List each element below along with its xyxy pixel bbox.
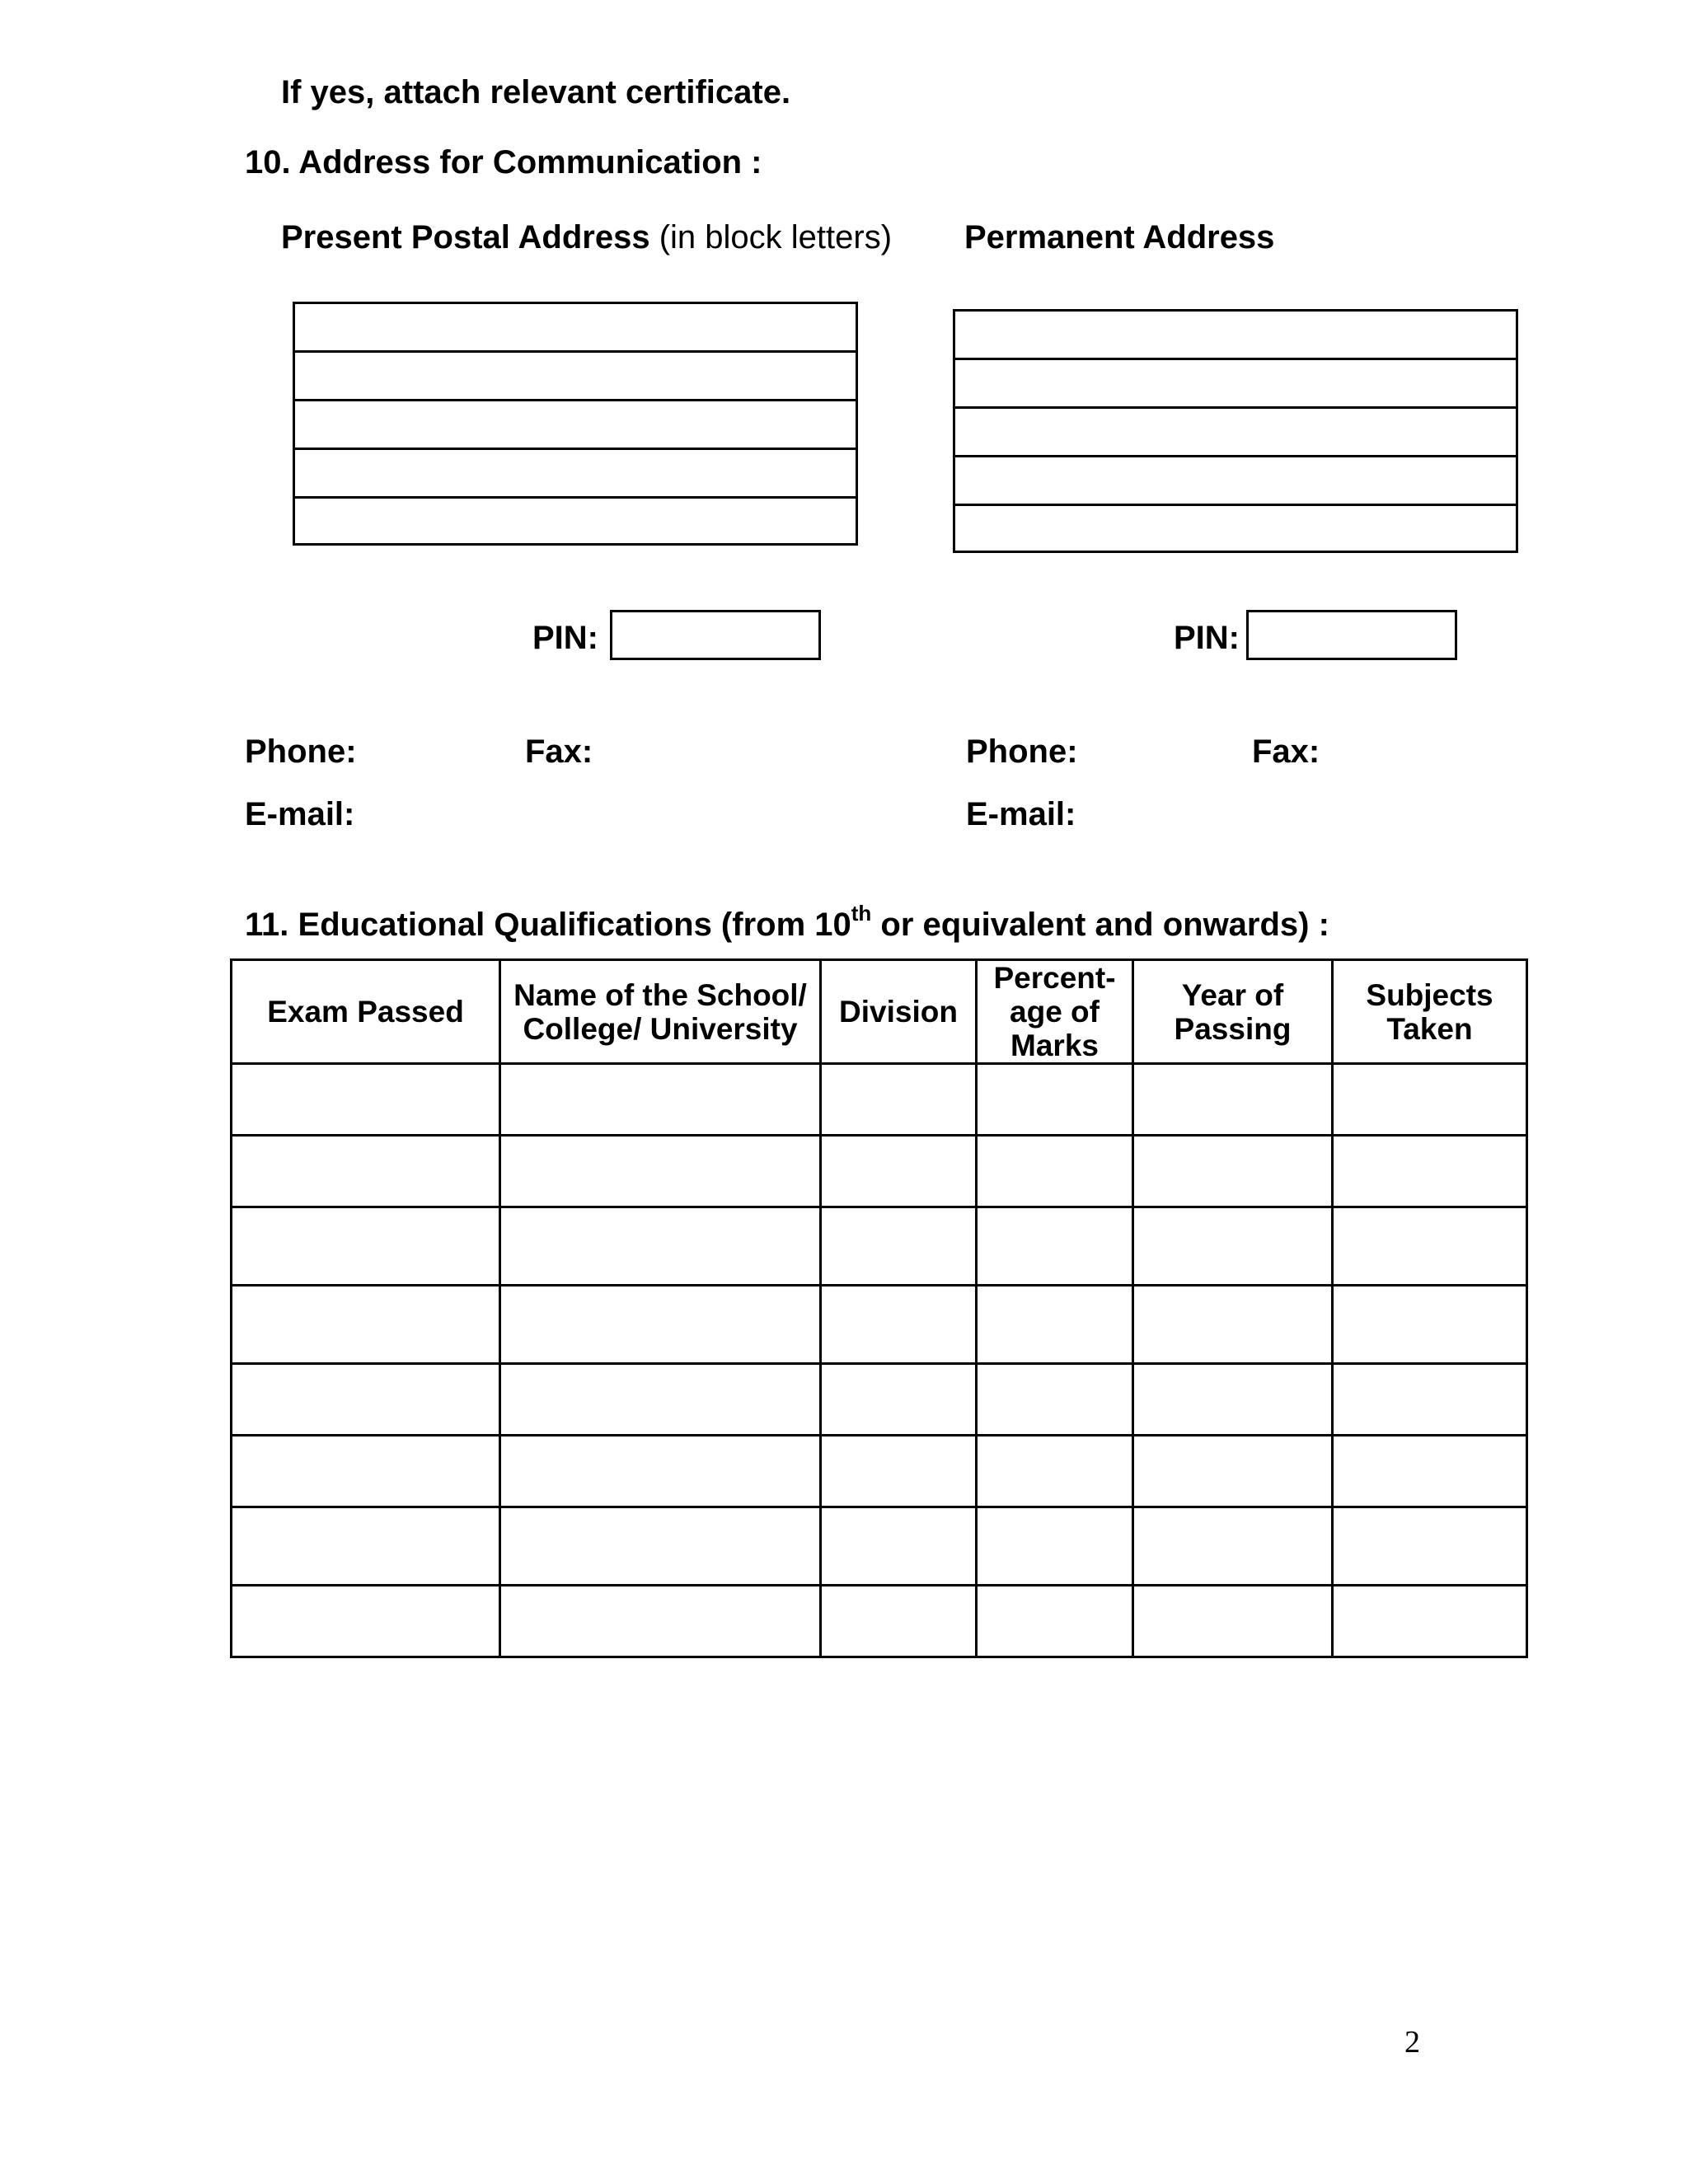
table-cell[interactable] <box>1133 1286 1333 1364</box>
table-row <box>232 1207 1527 1286</box>
table-cell[interactable] <box>1133 1507 1333 1586</box>
column-header-line: Taken <box>1386 1011 1473 1046</box>
present-address-line[interactable] <box>295 304 856 353</box>
column-header-line: age of <box>1010 995 1100 1029</box>
table-row <box>232 1286 1527 1364</box>
section-11-title-main: 11. Educational Qualifications (from 10 <box>245 907 851 943</box>
table-row <box>232 1364 1527 1436</box>
education-table-body <box>232 1064 1527 1657</box>
table-cell[interactable] <box>977 1064 1133 1136</box>
table-cell[interactable] <box>821 1286 977 1364</box>
table-cell[interactable] <box>500 1286 821 1364</box>
table-cell[interactable] <box>1333 1507 1527 1586</box>
table-cell[interactable] <box>500 1136 821 1207</box>
table-cell[interactable] <box>1333 1436 1527 1507</box>
table-cell[interactable] <box>1333 1364 1527 1436</box>
present-phone-label: Phone: <box>245 733 357 770</box>
permanent-address-line[interactable] <box>955 506 1516 555</box>
table-cell[interactable] <box>977 1586 1133 1657</box>
table-row <box>232 1586 1527 1657</box>
table-cell[interactable] <box>821 1586 977 1657</box>
table-cell[interactable] <box>232 1364 500 1436</box>
table-cell[interactable] <box>232 1507 500 1586</box>
education-table-header <box>232 960 1527 1064</box>
table-cell[interactable] <box>977 1286 1133 1364</box>
present-address-label-note: (in block letters) <box>659 219 893 255</box>
table-row <box>232 1507 1527 1586</box>
column-header-line: Marks <box>1010 1029 1099 1062</box>
table-cell[interactable] <box>821 1507 977 1586</box>
column-header-line: Name of the School/ <box>513 977 807 1012</box>
column-header-exam-passed <box>232 960 500 1064</box>
section-11-title-rest: or equivalent and onwards) : <box>871 907 1329 943</box>
education-table <box>230 958 1528 1658</box>
column-header-institution <box>500 960 821 1064</box>
present-fax-label: Fax: <box>525 733 593 770</box>
table-cell[interactable] <box>232 1436 500 1507</box>
table-cell[interactable] <box>1133 1064 1333 1136</box>
table-cell[interactable] <box>1133 1586 1333 1657</box>
permanent-phone-label: Phone: <box>966 733 1078 770</box>
column-header-subjects-taken <box>1333 960 1527 1064</box>
column-header-line: Subjects <box>1366 977 1493 1012</box>
present-address-line[interactable] <box>295 499 856 547</box>
section-11-title-superscript: th <box>851 900 872 926</box>
table-cell[interactable] <box>500 1064 821 1136</box>
present-email-label: E-mail: <box>245 796 355 832</box>
permanent-fax-label: Fax: <box>1252 733 1320 770</box>
present-address-label-bold: Present Postal Address <box>281 219 650 255</box>
table-cell[interactable] <box>232 1064 500 1136</box>
column-header-line: Year of <box>1181 977 1284 1012</box>
table-cell[interactable] <box>977 1136 1133 1207</box>
table-cell[interactable] <box>1333 1207 1527 1286</box>
column-header-line: College/ University <box>523 1011 798 1046</box>
present-address-line[interactable] <box>295 353 856 401</box>
column-header-division <box>821 960 977 1064</box>
present-pin-label: PIN: <box>532 620 598 656</box>
permanent-address-box <box>953 309 1518 553</box>
table-cell[interactable] <box>1333 1286 1527 1364</box>
table-row <box>232 1136 1527 1207</box>
table-cell[interactable] <box>821 1064 977 1136</box>
table-cell[interactable] <box>1133 1364 1333 1436</box>
permanent-address-line[interactable] <box>955 360 1516 409</box>
permanent-pin-field[interactable] <box>1246 610 1457 660</box>
table-cell[interactable] <box>1133 1436 1333 1507</box>
table-cell[interactable] <box>232 1286 500 1364</box>
table-cell[interactable] <box>1133 1207 1333 1286</box>
table-cell[interactable] <box>1333 1064 1527 1136</box>
present-address-box <box>293 302 858 546</box>
section-10-title: 10. Address for Communication : <box>245 144 762 180</box>
present-address-line[interactable] <box>295 401 856 450</box>
column-header-line: Passing <box>1174 1011 1292 1046</box>
column-header-line: Division <box>839 995 958 1029</box>
permanent-address-line[interactable] <box>955 457 1516 506</box>
table-cell[interactable] <box>232 1586 500 1657</box>
attach-certificate-note: If yes, attach relevant certificate. <box>281 74 791 110</box>
table-cell[interactable] <box>500 1586 821 1657</box>
table-cell[interactable] <box>500 1207 821 1286</box>
table-cell[interactable] <box>821 1364 977 1436</box>
table-cell[interactable] <box>821 1136 977 1207</box>
permanent-email-label: E-mail: <box>966 796 1076 832</box>
table-row <box>232 1064 1527 1136</box>
table-cell[interactable] <box>1333 1136 1527 1207</box>
column-header-year-of-passing <box>1133 960 1333 1064</box>
table-cell[interactable] <box>500 1436 821 1507</box>
table-cell[interactable] <box>500 1507 821 1586</box>
table-cell[interactable] <box>977 1436 1133 1507</box>
table-cell[interactable] <box>821 1436 977 1507</box>
present-address-line[interactable] <box>295 450 856 499</box>
present-pin-field[interactable] <box>610 610 821 660</box>
permanent-address-line[interactable] <box>955 409 1516 457</box>
table-cell[interactable] <box>232 1207 500 1286</box>
table-cell[interactable] <box>977 1207 1133 1286</box>
page-number: 2 <box>1404 2025 1420 2060</box>
table-cell[interactable] <box>977 1507 1133 1586</box>
table-cell[interactable] <box>821 1207 977 1286</box>
table-cell[interactable] <box>500 1364 821 1436</box>
permanent-address-label: Permanent Address <box>964 219 1275 255</box>
section-11-title <box>245 900 1329 944</box>
table-cell[interactable] <box>1133 1136 1333 1207</box>
present-address-label <box>281 218 892 257</box>
column-header-line: Percent- <box>993 961 1116 995</box>
table-cell[interactable] <box>977 1364 1133 1436</box>
permanent-address-line[interactable] <box>955 312 1516 360</box>
table-row <box>232 1436 1527 1507</box>
table-cell[interactable] <box>1333 1586 1527 1657</box>
permanent-pin-label: PIN: <box>1174 620 1240 656</box>
column-header-percentage <box>977 960 1133 1064</box>
table-cell[interactable] <box>232 1136 500 1207</box>
column-header-line: Exam Passed <box>267 995 464 1029</box>
